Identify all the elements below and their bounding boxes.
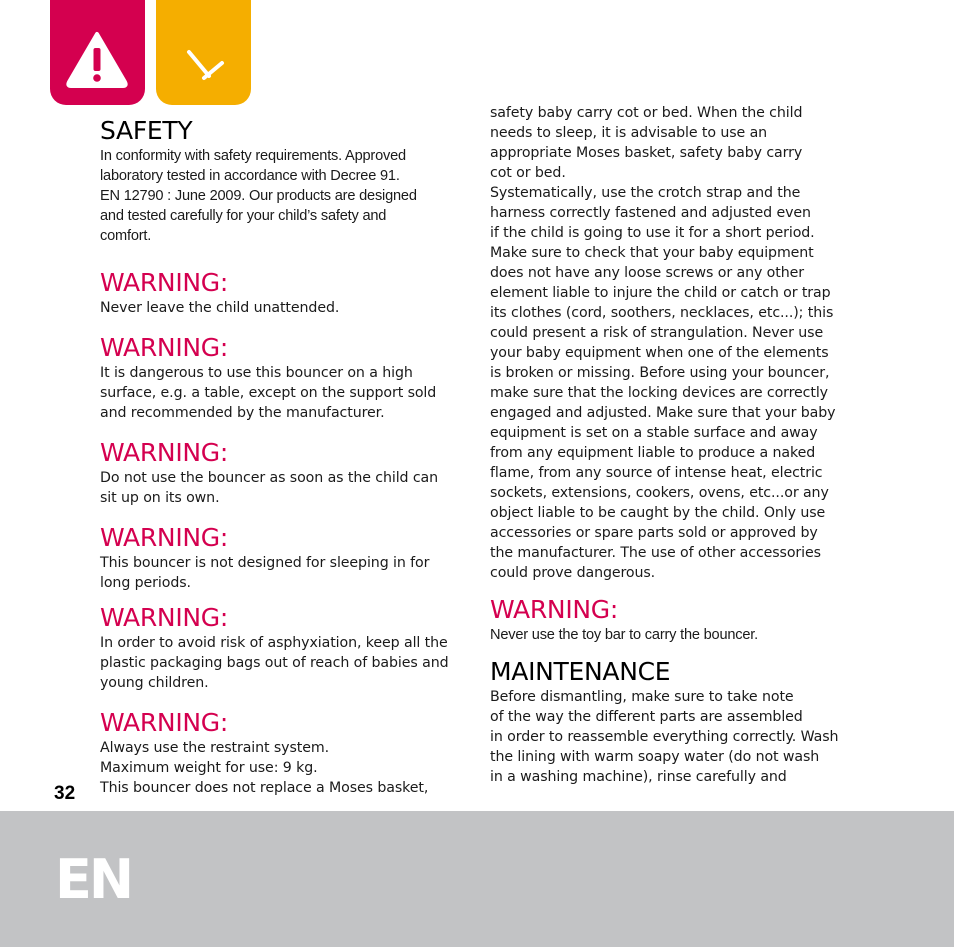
warning-text: It is dangerous to use this bouncer on a high surface, e.g. a table, except on the support sold and recommended by the manufacturer. [100,365,437,421]
warning-heading: WARNING: [100,333,228,362]
warning-heading: WARNING: [100,708,228,737]
warning-heading: WARNING: [100,603,228,632]
warning-triangle-icon [50,0,145,105]
warning-block-3 [100,438,472,508]
warning-tab [50,0,145,105]
tool-tab [156,0,251,105]
warning-text: Do not use the bouncer as soon as the child can sit up on its own. [100,470,439,506]
warning-heading: WARNING: [100,268,228,297]
warning-block-5 [100,603,472,693]
right-column [490,103,858,787]
warning-block-2 [100,333,472,423]
maintenance-text: Before dismantling, make sure to take note of the way the different parts are assembled in order to reassemble everything correctly. Wash the lining with warm soapy water (do not wash in a washing machine), rinse carefully and [490,689,839,785]
page-number: 32 [54,783,76,804]
warning-text: This bouncer is not designed for sleeping in for long periods. [100,555,430,591]
warning-block-4 [100,523,472,593]
warning-block-1 [100,268,472,318]
warning-heading: WARNING: [100,523,228,552]
warning-block-6 [100,708,472,798]
maintenance-heading: MAINTENANCE [490,657,671,686]
maintenance-block [490,657,858,787]
warning-text: Never use the toy bar to carry the bouncer. [490,627,759,643]
warning-text: In order to avoid risk of asphyxiation, keep all the plastic packaging bags out of reach of babies and young children. [100,635,449,691]
warning-block-toy-bar [490,595,858,645]
warning-text: Always use the restraint system. Maximum weight for use: 9 kg. This bouncer does not replace a Moses basket, [100,740,429,796]
warning-heading: WARNING: [100,438,228,467]
safety-text: In conformity with safety requirements. Approved laboratory tested in accordance with Decree 91. EN 12790 : June 2009. Our products are designed and tested carefully for your child’s safety and comfort. [100,148,417,244]
footer-band [0,811,954,947]
left-column [100,112,472,798]
hammer-icon [156,0,251,105]
safety-heading: SAFETY [100,116,193,145]
warning-text: Never leave the child unattended. [100,300,340,316]
language-code: EN [55,848,132,911]
continued-text: safety baby carry cot or bed. When the child needs to sleep, it is advisable to use an appropriate Moses basket, safety baby carry cot or bed. Systematically, use the crotch strap and the harness correctly fastened and adjusted even if the child is going to use it for a short period. Make sure to check that your baby equipment does not have any loose screws or any other element liable to injure the child or catch or trap its clothes (cord, soothers, necklaces, etc...); this could present a risk of strangulation. Never use your baby equipment when one of the elements is broken or missing. Before using your bouncer, make sure that the locking devices are correctly engaged and adjusted. Make sure that your baby equipment is set on a stable surface and away from any equipment liable to produce a naked flame, from any source of intense heat, electric sockets, extensions, cookers, ovens, etc...or any object liable to be caught by the child. Only use accessories or spare parts sold or approved by the manufacturer. The use of other accessories could prove dangerous. [490,105,836,581]
warning-heading: WARNING: [490,595,618,624]
